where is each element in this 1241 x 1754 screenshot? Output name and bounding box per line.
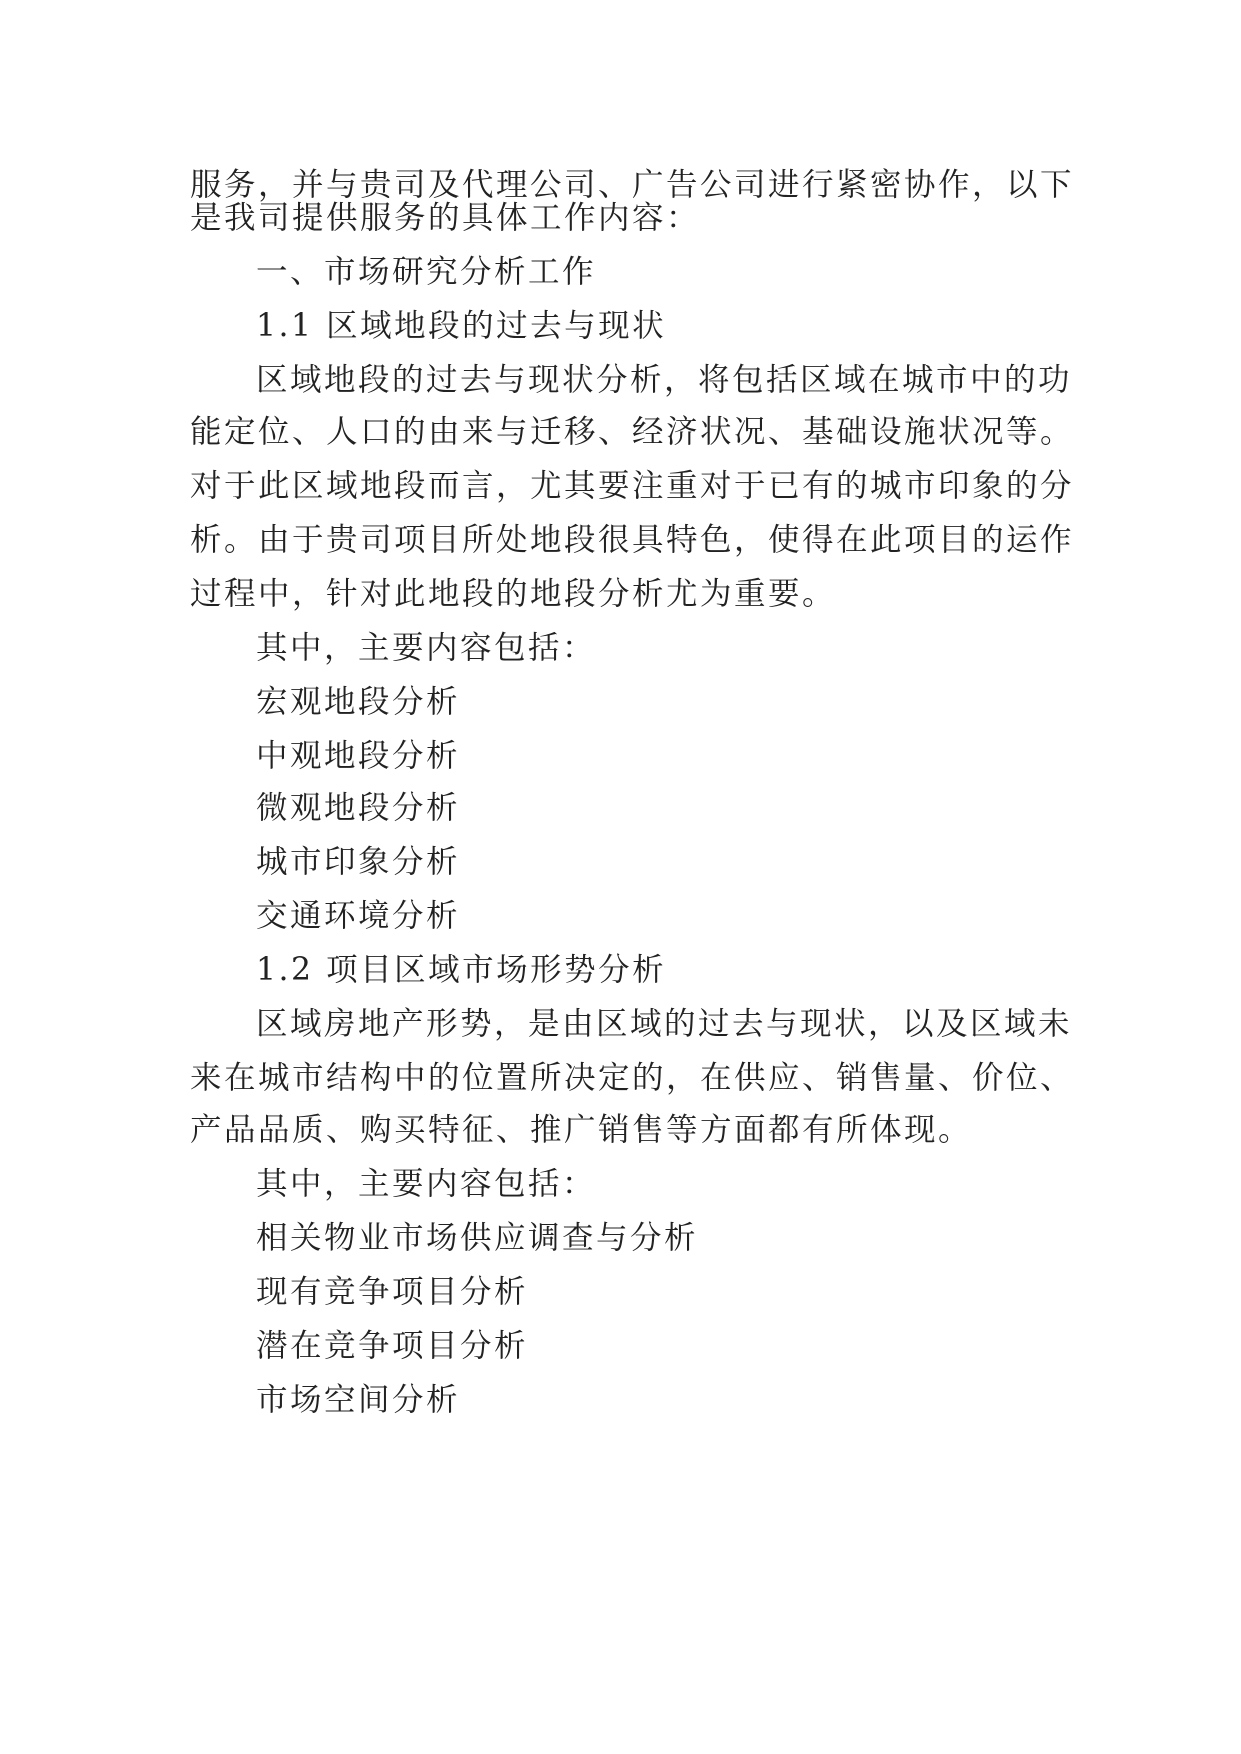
paragraph-line: 过程中，针对此地段的地段分析尤为重要。 xyxy=(190,576,837,612)
paragraph-line: 其中，主要内容包括： xyxy=(256,630,597,666)
list-item: 宏观地段分析 xyxy=(256,684,461,720)
paragraph-line: 来在城市结构中的位置所决定的，在供应、销售量、价位、 xyxy=(190,1060,1075,1096)
list-item: 交通环境分析 xyxy=(256,898,461,934)
paragraph-line: 区域地段的过去与现状分析，将包括区域在城市中的功 xyxy=(256,362,1073,398)
paragraph-line: 其中，主要内容包括： xyxy=(256,1166,597,1202)
list-item: 市场空间分析 xyxy=(256,1382,461,1418)
section-heading: 一、市场研究分析工作 xyxy=(256,254,597,290)
list-item: 相关物业市场供应调查与分析 xyxy=(256,1220,699,1256)
list-item: 现有竞争项目分析 xyxy=(256,1274,529,1310)
paragraph-line: 析。由于贵司项目所处地段很具特色，使得在此项目的运作 xyxy=(190,522,1075,558)
list-item: 微观地段分析 xyxy=(256,790,461,826)
list-item: 城市印象分析 xyxy=(256,844,461,880)
paragraph-line: 产品品质、购买特征、推广销售等方面都有所体现。 xyxy=(190,1112,973,1148)
list-item: 中观地段分析 xyxy=(256,738,461,774)
paragraph-line: 能定位、人口的由来与迁移、经济状况、基础设施状况等。 xyxy=(190,414,1075,450)
paragraph-line: 服务，并与贵司及代理公司、广告公司进行紧密协作，以下 xyxy=(190,167,1075,203)
paragraph-line: 区域房地产形势，是由区域的过去与现状，以及区域未 xyxy=(256,1006,1073,1042)
list-item: 潜在竞争项目分析 xyxy=(256,1328,529,1364)
subsection-heading: 1.1 区域地段的过去与现状 xyxy=(256,308,667,344)
paragraph-line: 是我司提供服务的具体工作内容： xyxy=(190,200,701,236)
subsection-heading: 1.2 项目区域市场形势分析 xyxy=(256,952,667,988)
paragraph-line: 对于此区域地段而言，尤其要注重对于已有的城市印象的分 xyxy=(190,468,1075,504)
